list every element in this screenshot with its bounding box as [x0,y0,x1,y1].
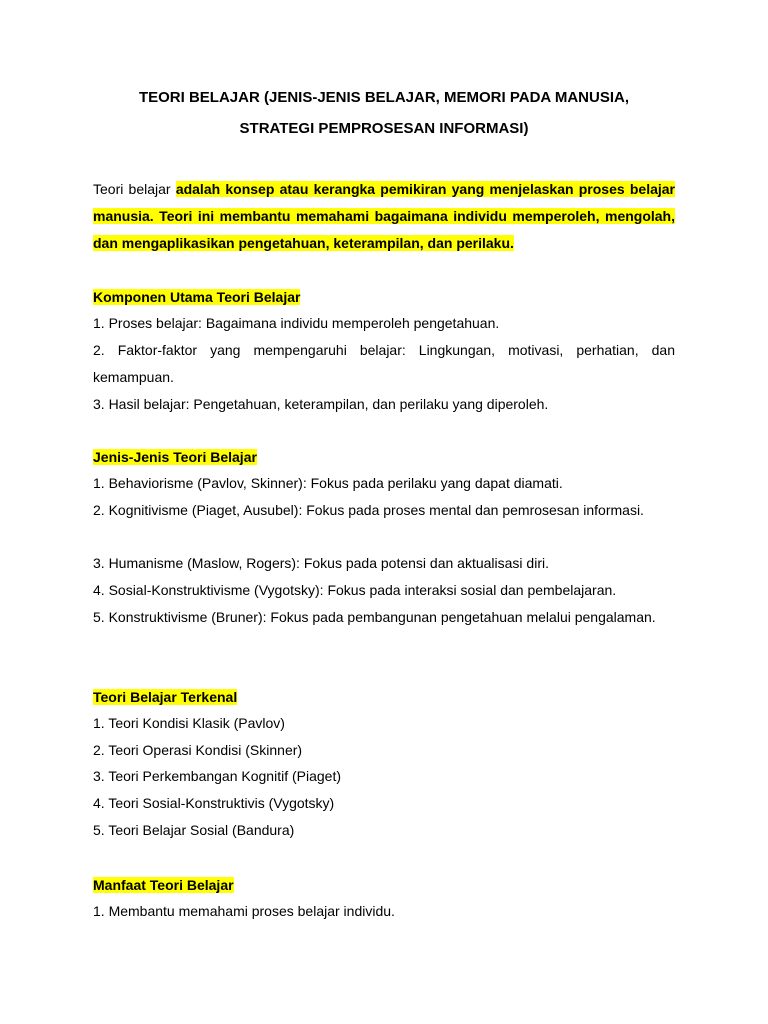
intro-highlighted-text: adalah konsep atau kerangka pemikiran yang menjelaskan proses belajar manusia. Teori ini membantu memahami bagaimana individu memperoleh, mengolah, dan mengaplikasikan pengetahuan, keterampilan, dan perilaku. [93,181,676,251]
list-item: 3. Teori Perkembangan Kognitif (Piaget) [93,768,341,784]
section-heading-komponen: Komponen Utama Teori Belajar [93,289,301,305]
section-heading-terkenal: Teori Belajar Terkenal [93,689,238,705]
section-heading-manfaat: Manfaat Teori Belajar [93,877,234,893]
list-item: 3. Humanisme (Maslow, Rogers): Fokus pada potensi dan aktualisasi diri. [93,555,549,571]
list-item: 3. Hasil belajar: Pengetahuan, keterampilan, dan perilaku yang diperoleh. [93,396,549,412]
list-item: 1. Proses belajar: Bagaimana individu memperoleh pengetahuan. [93,315,500,331]
list-item: 4. Sosial-Konstruktivisme (Vygotsky): Fokus pada interaksi sosial dan pembelajaran. [93,582,617,598]
document-title-line-1: TEORI BELAJAR (JENIS-JENIS BELAJAR, MEMORI PADA MANUSIA, [138,89,630,106]
list-item: 1. Teori Kondisi Klasik (Pavlov) [93,715,285,731]
list-item: 2. Faktor-faktor yang mempengaruhi belajar: Lingkungan, motivasi, perhatian, dan kemampuan. [93,342,675,385]
list-item: 2. Kognitivisme (Piaget, Ausubel): Fokus pada proses mental dan pemrosesan informasi. [93,502,644,518]
intro-lead: Teori belajar [93,181,171,197]
list-item: 5. Konstruktivisme (Bruner): Fokus pada pembangunan pengetahuan melalui pengalaman. [93,609,656,625]
list-item: 2. Teori Operasi Kondisi (Skinner) [93,742,303,758]
list-item: 4. Teori Sosial-Konstruktivis (Vygotsky) [93,795,335,811]
document-title-line-2: STRATEGI PEMPROSESAN INFORMASI) [239,120,529,137]
section-heading-jenis: Jenis-Jenis Teori Belajar [93,449,257,465]
list-item: 5. Teori Belajar Sosial (Bandura) [93,822,295,838]
list-item: 1. Behaviorisme (Pavlov, Skinner): Fokus pada perilaku yang dapat diamati. [93,475,563,491]
intro-paragraph [93,176,675,257]
list-item: 1. Membantu memahami proses belajar individu. [93,903,395,919]
